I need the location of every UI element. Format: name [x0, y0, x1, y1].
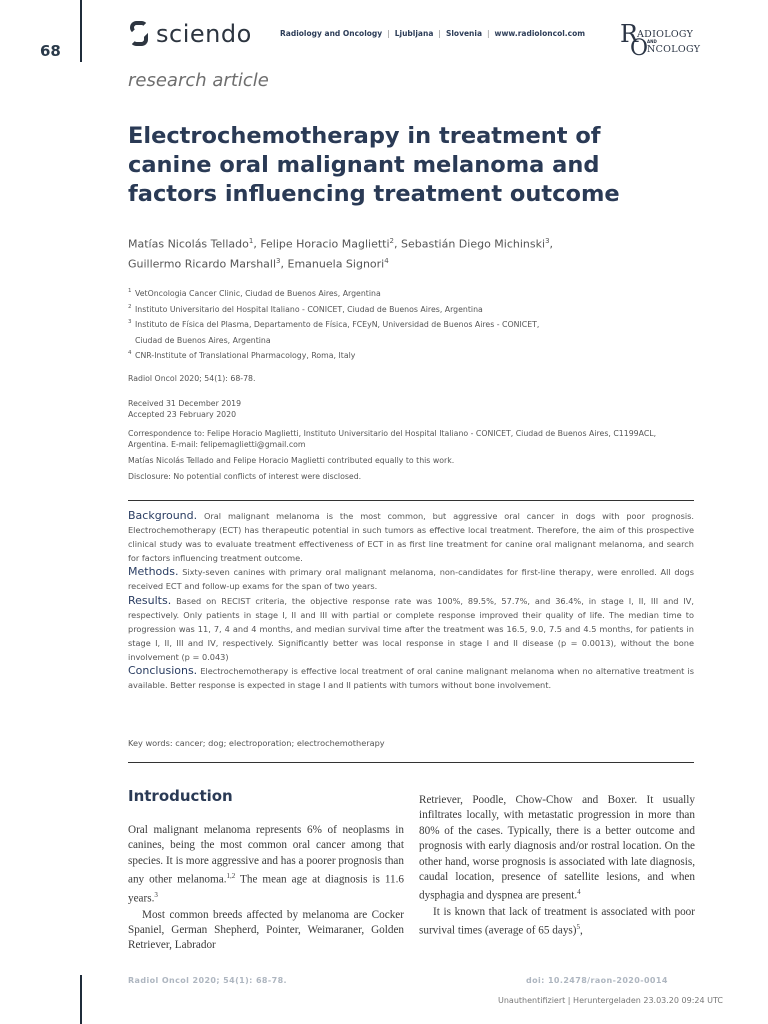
abstract-label: Results.	[128, 593, 172, 607]
abstract-label: Background.	[128, 509, 198, 522]
author-affiliation-marker: 2	[389, 237, 395, 245]
abstract-conclusions: Conclusions. Electrochemotherapy is effective local treatment of oral canine malignant melanoma when no alternative treatment is available. Better response is expected in stage I and II patients with tumors without bone involvement.	[128, 664, 694, 691]
author-affiliation-marker: 4	[384, 256, 389, 265]
reference-marker[interactable]: 4	[577, 888, 581, 897]
author-name: Sebastián Diego Michinski	[401, 237, 546, 251]
abstract-rule-bottom	[128, 762, 694, 763]
equal-contribution-note: Matías Nicolás Tellado and Felipe Horacio Maglietti contributed equally to this work.	[128, 456, 455, 465]
author-name: Emanuela Signori	[287, 257, 385, 271]
reference-marker[interactable]: 5	[576, 922, 581, 931]
journal-website-link[interactable]: www.radioloncol.com	[494, 29, 586, 38]
reference-marker[interactable]: 1,2	[226, 872, 236, 881]
reference-marker[interactable]: 3	[154, 891, 158, 900]
abstract	[128, 509, 694, 692]
body-paragraph: Most common breeds affected by melanoma are Cocker Spaniel, German Shepherd, Pointer, Weimaraner, Golden Retriever, Labrador	[128, 908, 404, 952]
accepted-date: Accepted 23 February 2020	[128, 410, 237, 419]
publisher-name: sciendo	[156, 20, 252, 48]
affiliation-item: 4 CNR-Institute of Translational Pharmacology, Roma, Italy	[128, 350, 356, 360]
journal-city: Ljubljana	[394, 29, 434, 38]
journal-logo-and: AND	[647, 39, 657, 44]
margin-rule-bottom	[80, 975, 82, 1024]
body-paragraph: It is known that lack of treatment is associated with poor survival times (average of 65 days)$^5$,	[419, 905, 695, 937]
page-number: 68	[40, 42, 61, 60]
affiliations	[128, 286, 688, 364]
citation: Radiol Oncol 2020; 54(1): 68-78.	[128, 374, 256, 383]
journal-logo-ncology: NCOLOGY	[647, 44, 701, 55]
abstract-label: Methods.	[128, 565, 179, 579]
body-column-left	[128, 823, 404, 954]
author-affiliation-marker: 3	[545, 237, 550, 245]
article-type: research article	[128, 70, 269, 91]
author-name: Matías Nicolás Tellado	[128, 237, 249, 251]
journal-name: Radiology and Oncology	[280, 29, 383, 38]
journal-info: Radiology and Oncology | Ljubljana | Slovenia | www.radioloncol.com	[280, 29, 586, 38]
abstract-rule-top	[128, 500, 694, 501]
abstract-background: Background. Oral malignant melanoma is the most common, but aggressive oral cancer in dogs with poor prognosis. Electrochemotherapy (ECT) has therapeutic potential in such tumors as effective local treatment. Therefore, the aim of this prospective clinical study was to evaluate treatment effectiveness of ECT in as first line treatment for canine oral malignant melanoma, and search for factors influencing treatment outcome.	[128, 509, 694, 564]
sciendo-s-icon	[128, 21, 150, 47]
body-paragraph-continued: Retriever, Poodle, Chow-Chow and Boxer. It usually infiltrates locally, with metastatic progression in more than 80% of the cases. Typically, there is a better outcome and prognosis with early diagnosis and/or rostral location. On the other hand, worse prognosis is associated with late diagnosis, caudal location, presence of satellite lesions, and when dysphagia and dyspnea are present.$^4$	[419, 794, 695, 903]
journal-country: Slovenia	[445, 29, 483, 38]
journal-logo-o: O	[630, 36, 649, 61]
journal-logo	[620, 20, 701, 61]
download-info: Unauthentifiziert | Heruntergeladen 23.03.20 09:24 UTC	[498, 996, 723, 1005]
affiliation-item: 1 VetOncologia Cancer Clinic, Ciudad de Buenos Aires, Argentina	[128, 288, 381, 298]
journal-logo-r: R	[620, 20, 639, 48]
author-affiliation-marker: 3	[276, 256, 281, 265]
publisher-logo[interactable]	[128, 20, 252, 48]
article-dates	[128, 398, 241, 420]
body-column-right	[419, 793, 695, 939]
keywords: Key words: cancer; dog; electroporation; electrochemotherapy	[128, 738, 385, 748]
margin-rule-top	[80, 0, 82, 62]
author-name: Guillermo Ricardo Marshall	[128, 257, 277, 271]
abstract-results: Results. Based on RECIST criteria, the objective response rate was 100%, 89.5%, 57.7%, and 36.4%, in stage I, II, III and IV, respectively. Only patients in stage I, II and III with partial or complete response improved their quality of life. The median time to progression was 11, 7, 4 and 4 months, and median survival time after the treatment was 16.5, 9.0, 7.5 and 4.5 months, for patients in stage I, II, III and IV, respectively. Significantly better was local response in stage I and II disease (p = 0.0013), without the bone involvement (p = 0.043)	[128, 593, 694, 662]
affiliation-item: 2 Instituto Universitario del Hospital Italiano - CONICET, Ciudad de Buenos Aires, Argentina	[128, 303, 483, 314]
article-title: Electrochemotherapy in treatment of canine oral malignant melanoma and factors influencing treatment outcome	[128, 123, 620, 207]
footer-doi-link[interactable]: doi: 10.2478/raon-2020-0014	[526, 976, 668, 985]
abstract-methods: Methods. Sixty-seven canines with primary oral malignant melanoma, non-candidates for first-line therapy, were enrolled. All dogs received ECT and follow-up exams for the span of two years.	[128, 565, 694, 592]
body-paragraph: Oral malignant melanoma represents 6% of neoplasms in canines, being the most common oral cancer among that species. It is more aggressive and has a poorer prognosis than any other melanoma.$^{1,2}$ The mean age at diagnosis is 11.6 years.$^3$	[128, 824, 404, 906]
footer-citation: Radiol Oncol 2020; 54(1): 68-78.	[128, 976, 287, 985]
author-list: Matías Nicolás Tellado$^1$, Felipe Horacio Maglietti$^2$, Sebastián Diego Michinski$^3$, Guillermo Ricardo Marshall$^3$, Emanuela Signori$^4$	[128, 237, 554, 271]
affiliation-item: 3 Instituto de Física del Plasma, Departamento de Física, FCEyN, Universidad de Buenos Aires - CONICET,	[128, 319, 540, 329]
journal-logo-adiology: ADIOLOGY	[637, 29, 694, 40]
correspondence: Correspondence to: Felipe Horacio Maglietti, Instituto Universitario del Hospital Italiano - CONICET, Ciudad de Buenos Aires, C1199ACL, Argentina. E-mail: felipemaglietti@gmail.com	[128, 429, 657, 449]
affiliation-item-continued: Ciudad de Buenos Aires, Argentina	[135, 335, 271, 345]
author-name: Felipe Horacio Maglietti	[260, 237, 390, 251]
author-affiliation-marker: 1	[248, 237, 254, 245]
section-heading: Introduction	[128, 787, 233, 805]
disclosure-note: Disclosure: No potential conflicts of interest were disclosed.	[128, 472, 362, 481]
received-date: Received 31 December 2019	[128, 399, 242, 408]
abstract-label: Conclusions.	[128, 664, 198, 678]
